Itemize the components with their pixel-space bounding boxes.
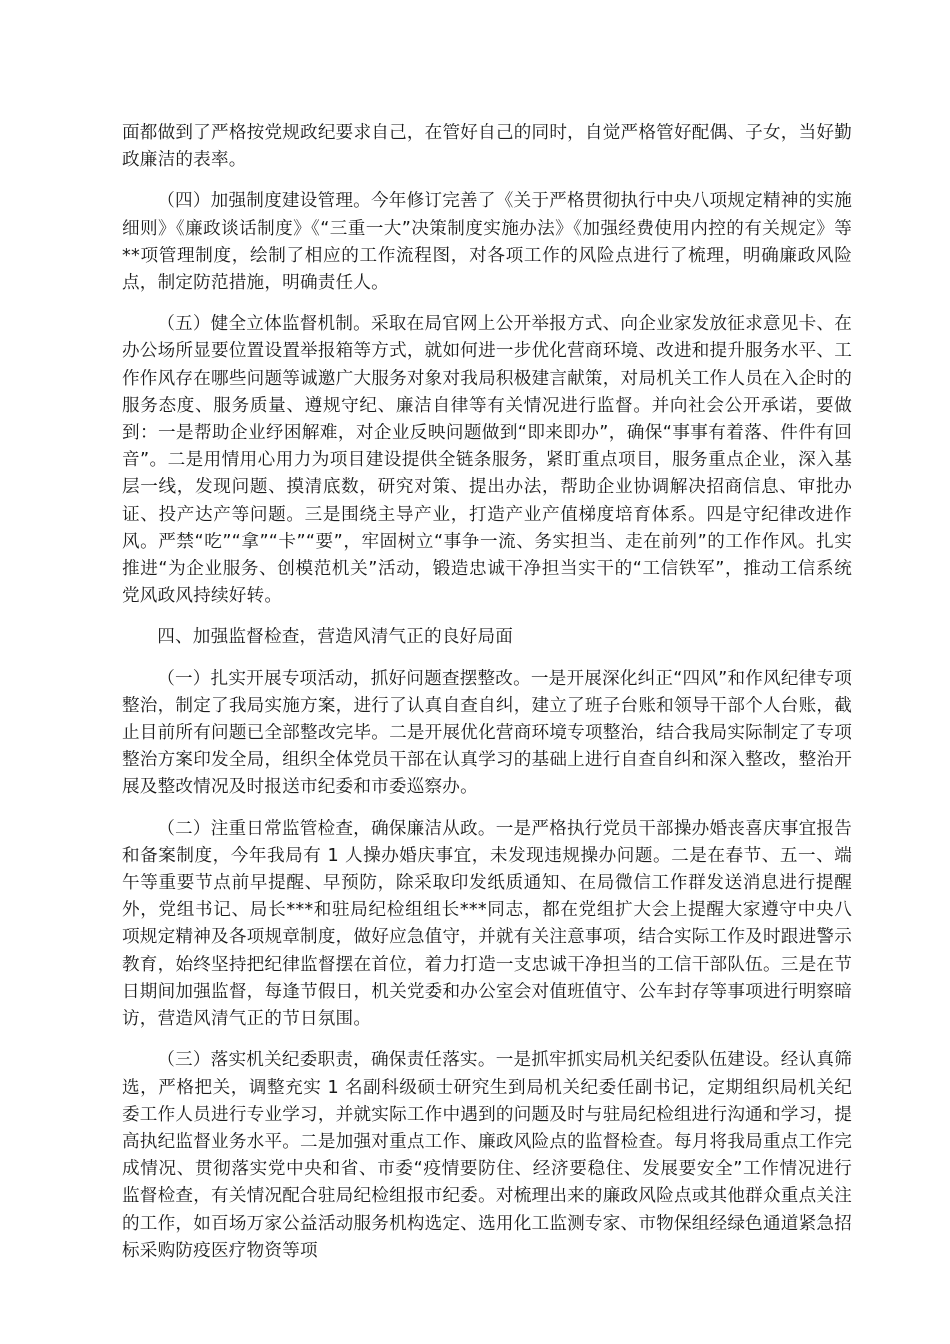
heading-part-4: 四、加强监督检查，营造风清气正的良好局面 [157, 627, 514, 648]
paragraph-item-3: （三）落实机关纪委职责，确保责任落实。一是抓牢抓实局机关纪委队伍建设。经认真筛选，严格把关，调整充实 1 名副科级硕士研究生到局机关纪委任副书记，定期组织局机关纪委工作人员进行专业学习，并就实际工作中遇到的问题及时与驻局纪检组进行沟通和学习，提高执纪监督业务水平。二是加强对重点工作、廉政风险点的监督检查。每月将我局重点工作完成情况、贯彻落实党中央和省、市委“疫情要防住、经济要稳住、发展要安全”工作情况进行监督检查，有关情况配合驻局纪检组报市纪委。对梳理出来的廉政风险点或其他群众重点关注的工作，如百场万家公益活动服务机构选定、选用化工监测专家、市物保组经绿色通道紧急招标采购防疫医疗物资等项 [122, 1050, 852, 1261]
paragraph-continuation: 面都做到了严格按党规政纪要求自己，在管好自己的同时，自觉严格管好配偶、子女，当好勤政廉洁的表率。 [122, 123, 852, 171]
paragraph-item-2: （二）注重日常监管检查，确保廉洁从政。一是严格执行党员干部操办婚丧喜庆事宜报告和备案制度，今年我局有 1 人操办婚庆事宜，未发现违规操办问题。二是在春节、五一、端午等重要节点前早提醒、早预防，除采取印发纸质通知、在局微信工作群发送消息进行提醒外，党组书记、局长***和驻局纪检组组长***同志，都在党组扩大会上提醒大家遵守中央八项规定精神及各项规章制度，做好应急值守，并就有关注意事项，结合实际工作及时跟进警示教育，始终坚持把纪律监督摆在首位，着力打造一支忠诚干净担当的工信干部队伍。三是在节日期间加强监督，每逢节假日，机关党委和办公室会对值班值守、公车封存等事项进行明察暗访，营造风清气正的节日氛围。 [122, 818, 852, 1030]
paragraph-section-4: （四）加强制度建设管理。今年修订完善了《关于严格贯彻执行中央八项规定精神的实施细则》《廉政谈话制度》《“三重一大”决策制度实施办法》《加强经费使用内控的有关规定》等**项管理制度，绘制了相应的工作流程图，对各项工作的风险点进行了梳理，明确廉政风险点，制定防范措施，明确责任人。 [122, 191, 852, 294]
document-page [122, 120, 852, 1265]
paragraph-item-1: （一）扎实开展专项活动，抓好问题查摆整改。一是开展深化纠正“四风”和作风纪律专项整治，制定了我局实施方案，进行了认真自查自纠，建立了班子台账和领导干部个人台账，截止目前所有问题已全部整改完毕。二是开展优化营商环境专项整治，结合我局实际制定了专项整治方案印发全局，组织全体党员干部在认真学习的基础上进行自查自纠和深入整改，整治开展及整改情况及时报送市纪委和市委巡察办。 [122, 668, 852, 798]
paragraph-section-5: （五）健全立体监督机制。采取在局官网上公开举报方式、向企业家发放征求意见卡、在办公场所显要位置设置举报箱等方式，就如何进一步优化营商环境、改进和提升服务水平、工作作风存在哪些问题等诚邀广大服务对象对我局积极建言献策，对局机关工作人员在入企时的服务态度、服务质量、遵规守纪、廉洁自律等有关情况进行监督。并向社会公开承诺，要做到：一是帮助企业纾困解难，对企业反映问题做到“即来即办”，确保“事事有着落、件件有回音”。二是用情用心用力为项目建设提供全链条服务，紧盯重点项目，服务重点企业，深入基层一线，发现问题、摸清底数，研究对策、提出办法，帮助企业协调解决招商信息、审批办证、投产达产等问题。三是围绕主导产业，打造产业产值梯度培育体系。四是守纪律改进作风。严禁“吃”“拿”“卡”“要”，牢固树立“事争一流、务实担当、走在前列”的工作作风。扎实推进“为企业服务、创模范机关”活动，锻造忠诚干净担当实干的“工信铁军”，推动工信系统党风政风持续好转。 [122, 314, 852, 607]
